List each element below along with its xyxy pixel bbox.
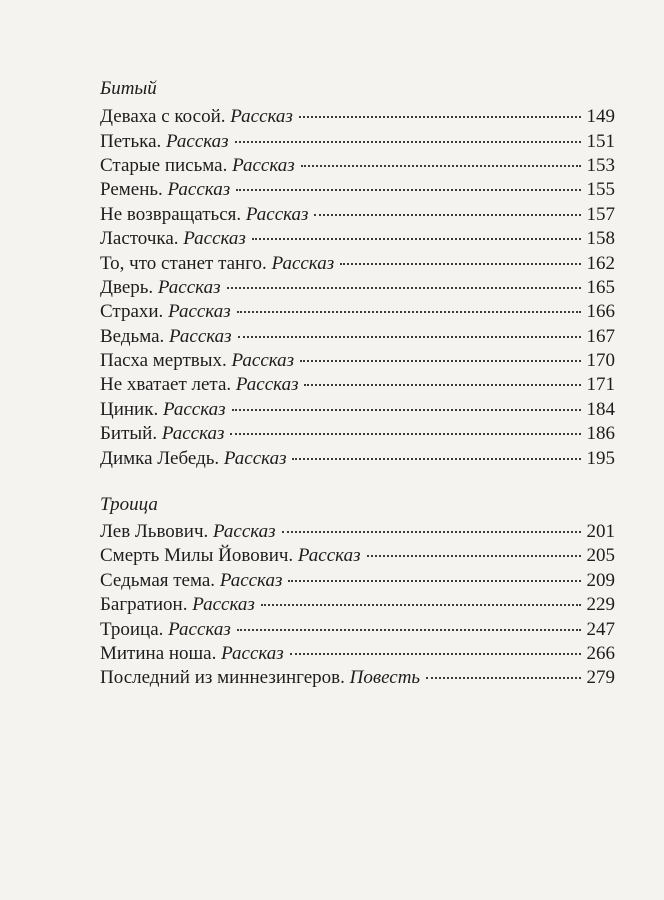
- toc-entry: [100, 373, 615, 397]
- entry-title: Не возвращаться. Рассказ: [100, 204, 309, 225]
- entry-title: Битый. Рассказ: [100, 423, 225, 444]
- page-number: 171: [586, 374, 615, 395]
- section-title: Троица: [100, 494, 158, 515]
- page-number: 184: [586, 399, 615, 420]
- dot-leader: [232, 408, 581, 411]
- entry-title: Митина ноша. Рассказ: [100, 643, 284, 664]
- dot-leader: [299, 115, 581, 118]
- page-number: 195: [586, 448, 615, 469]
- page-number: 205: [586, 545, 615, 566]
- toc-entry: [100, 276, 615, 300]
- entry-title: Ласточка. Рассказ: [100, 228, 246, 249]
- page-number: 157: [586, 204, 615, 225]
- page-number: 165: [586, 277, 615, 298]
- entry-title: Троица. Рассказ: [100, 619, 231, 640]
- page-number: 201: [586, 521, 615, 542]
- entry-title: Старые письма. Рассказ: [100, 155, 295, 176]
- dot-leader: [288, 579, 580, 582]
- toc-entry: [100, 300, 615, 324]
- dot-leader: [230, 432, 580, 435]
- entry-title: Седьмая тема. Рассказ: [100, 570, 283, 591]
- page-number: 158: [586, 228, 615, 249]
- page-number: 166: [586, 301, 615, 322]
- dot-leader: [292, 457, 580, 460]
- toc-entry: [100, 569, 615, 593]
- toc-entry: [100, 325, 615, 349]
- dot-leader: [235, 140, 581, 143]
- entry-title: Дверь. Рассказ: [100, 277, 221, 298]
- dot-leader: [426, 676, 580, 679]
- toc-entry: [100, 105, 615, 129]
- dot-leader: [237, 310, 581, 313]
- entry-title: Циник. Рассказ: [100, 399, 226, 420]
- entry-title: Багратион. Рассказ: [100, 594, 255, 615]
- dot-leader: [340, 262, 580, 265]
- dot-leader: [367, 554, 581, 557]
- entry-title: Лев Львович. Рассказ: [100, 521, 276, 542]
- page-number: 279: [586, 667, 615, 688]
- dot-leader: [261, 603, 581, 606]
- page-number: 209: [586, 570, 615, 591]
- entry-title: Не хватает лета. Рассказ: [100, 374, 299, 395]
- entry-title: То, что станет танго. Рассказ: [100, 253, 335, 274]
- toc-entry: [100, 349, 615, 373]
- entry-title: Пасха мертвых. Рассказ: [100, 350, 295, 371]
- page-number: 229: [586, 594, 615, 615]
- entry-title: Деваха с косой. Рассказ: [100, 106, 293, 127]
- page-number: 266: [586, 643, 615, 664]
- entry-title: Димка Лебедь. Рассказ: [100, 448, 287, 469]
- page-number: 247: [586, 619, 615, 640]
- toc-entry: [100, 398, 615, 422]
- dot-leader: [252, 237, 581, 240]
- entry-title: Последний из миннезингеров. Повесть: [100, 667, 421, 688]
- dot-leader: [300, 359, 580, 362]
- toc-entry: [100, 154, 615, 178]
- dot-leader: [290, 652, 581, 655]
- dot-leader: [236, 188, 580, 191]
- toc-entry: [100, 666, 615, 690]
- entry-title: Смерть Милы Йовович. Рассказ: [100, 545, 361, 566]
- entry-title: Ведьма. Рассказ: [100, 326, 232, 347]
- entry-title: Страхи. Рассказ: [100, 301, 231, 322]
- toc-entry: [100, 642, 615, 666]
- toc-entry: [100, 593, 615, 617]
- dot-leader: [282, 530, 581, 533]
- toc-entry: [100, 544, 615, 568]
- page-number: 149: [586, 106, 615, 127]
- dot-leader: [304, 383, 580, 386]
- page-number: 162: [586, 253, 615, 274]
- section-title: Битый: [100, 78, 157, 99]
- dot-leader: [301, 164, 581, 167]
- toc-entry: [100, 422, 615, 446]
- toc-entry: [100, 447, 615, 471]
- entry-title: Петька. Рассказ: [100, 131, 229, 152]
- page-number: 167: [586, 326, 615, 347]
- page-number: 153: [586, 155, 615, 176]
- toc-entry: [100, 252, 615, 276]
- entry-title: Ремень. Рассказ: [100, 179, 231, 200]
- page-number: 170: [586, 350, 615, 371]
- dot-leader: [237, 628, 581, 631]
- dot-leader: [238, 335, 581, 338]
- toc-entry: [100, 178, 615, 202]
- toc-entry: [100, 520, 615, 544]
- dot-leader: [227, 286, 581, 289]
- toc-entry: [100, 130, 615, 154]
- page-number: 186: [586, 423, 615, 444]
- page-number: 155: [586, 179, 615, 200]
- dot-leader: [314, 213, 580, 216]
- toc-entry: [100, 618, 615, 642]
- toc-entry: [100, 203, 615, 227]
- toc-entry: [100, 227, 615, 251]
- page-number: 151: [586, 131, 615, 152]
